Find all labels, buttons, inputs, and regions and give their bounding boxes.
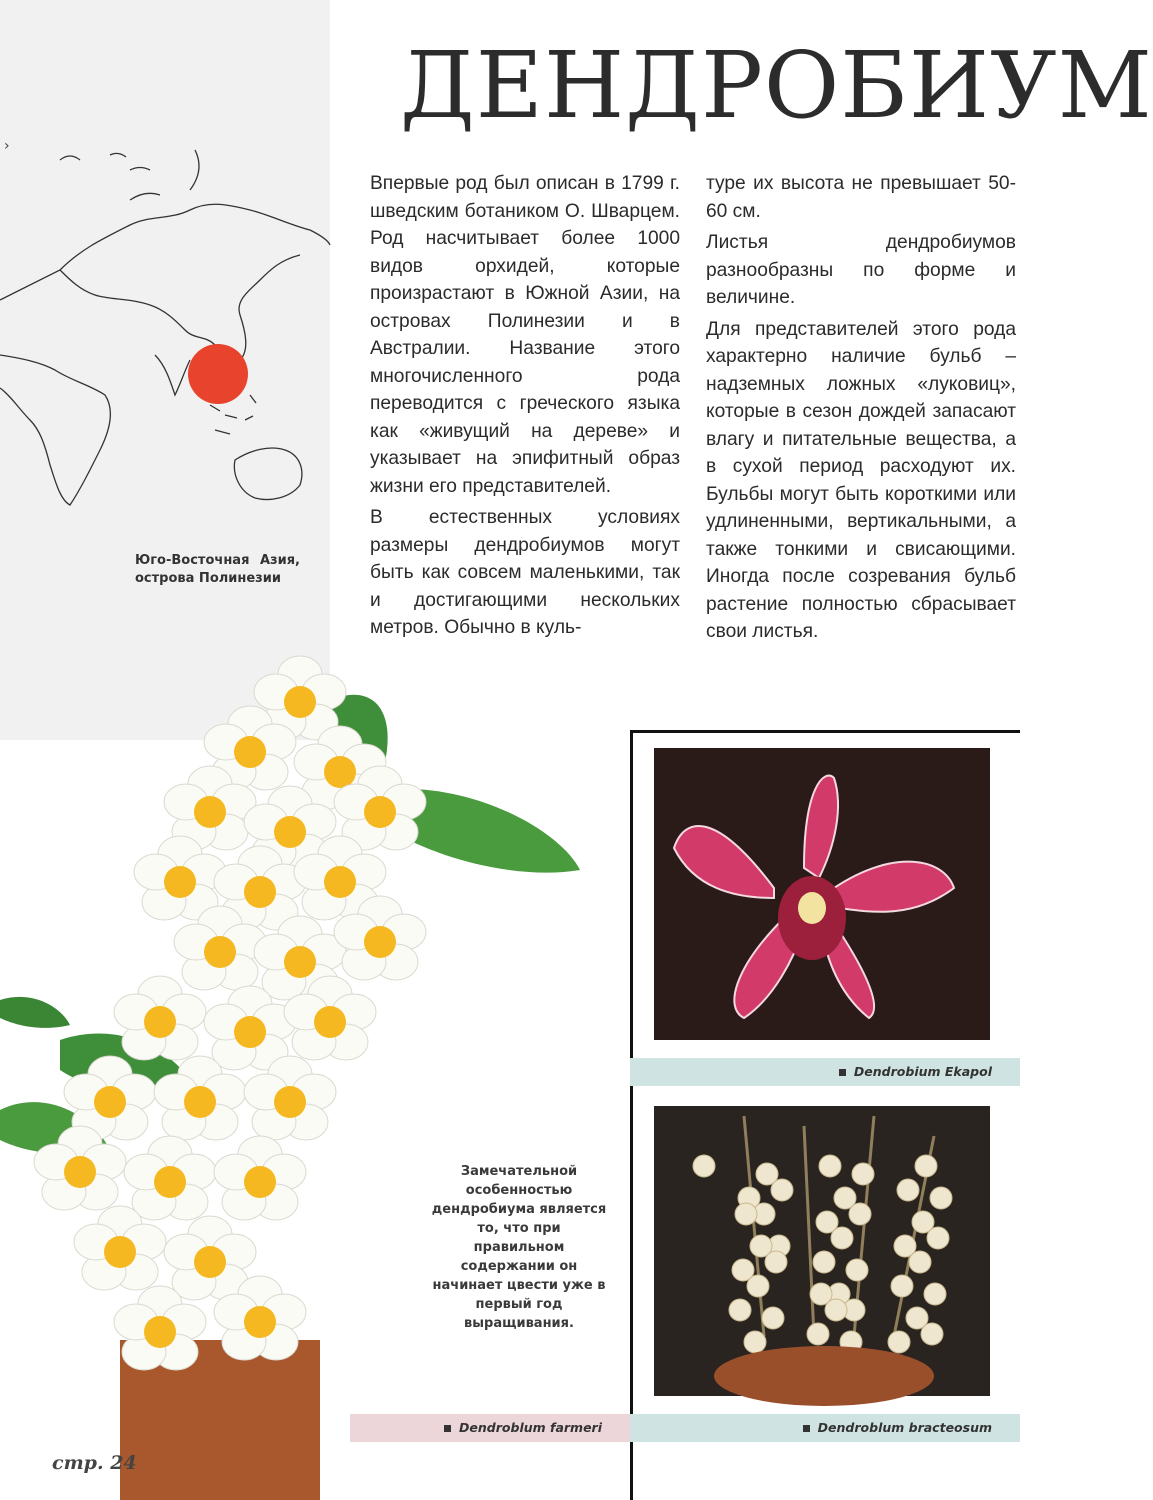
caption-text: Dendroblum bracteosum — [817, 1420, 992, 1435]
bullet-icon — [839, 1069, 846, 1076]
bracteosum-flower — [930, 1187, 952, 1209]
bracteosum-flower — [735, 1203, 757, 1225]
caption-farmeri — [350, 1414, 630, 1442]
bracteosum-flower — [825, 1299, 847, 1321]
orchid-flowers — [34, 656, 426, 1370]
margin-mark: › — [4, 138, 10, 154]
bracteosum-flower — [846, 1259, 868, 1281]
map-coast-asia — [60, 255, 300, 361]
map-caption: Юго-Восточная Азия, острова Полинезии — [135, 553, 300, 586]
bracteosum-flower — [747, 1275, 769, 1297]
map-coast-india — [155, 355, 190, 395]
bullet-icon — [444, 1425, 451, 1432]
photo-dendrobium-ekapol — [654, 748, 990, 1040]
bracteosum-flower — [831, 1227, 853, 1249]
caption-ekapol — [630, 1058, 1020, 1086]
bracteosum-flower — [888, 1331, 910, 1353]
bracteosum-flower — [819, 1155, 841, 1177]
article-column-2 — [706, 170, 1016, 650]
article-paragraph: Впервые род был описан в 1799 г. шведским ботаником О. Шварцем. Род насчитывает более 1000 видов орхидей, которые произрастают в Южной Азии, на островах Полинезии и в Австралии. Название этого многочисленного рода переводится с греческого языка как «живущий на дереве» и указывает на эпифитный образ жизни его представителей. — [370, 173, 680, 497]
orchid-flower — [124, 1136, 216, 1220]
bullet-icon — [803, 1425, 810, 1432]
article-column-1 — [370, 170, 680, 646]
pink-orchid-image — [654, 748, 990, 1040]
map-coast-europe — [0, 204, 330, 300]
article-paragraph: туре их высота не превышает 50-60 см. — [706, 173, 1016, 222]
article-paragraph: В естественных условиях размеры дендробиумов могут быть как совсем маленькими, так и достигающими нескольких метров. Обычно в куль- — [370, 507, 680, 638]
bracteosum-flower — [762, 1307, 784, 1329]
map-coast-africa — [0, 355, 110, 505]
bracteosum-flower — [924, 1283, 946, 1305]
map-coast-australia — [234, 448, 301, 499]
bracteosum-flower — [765, 1251, 787, 1273]
bracteosum-flower — [693, 1155, 715, 1177]
bracteosum-flower — [729, 1299, 751, 1321]
bracteosum-flower — [813, 1251, 835, 1273]
bracteosum-flower — [915, 1155, 937, 1177]
bracteosum-flower — [891, 1275, 913, 1297]
article-paragraph: Для представителей этого рода характерно наличие бульб – надземных ложных «луковиц», которые в сезон дождей запасают влагу и питательные вещества, а в сухой период расходуют их. Бульбы могут быть короткими или удлиненными, вертикальными, а также тонкими и свисающими. Иногда после созревания бульб растение полностью сбрасывает свои листья. — [706, 318, 1016, 642]
bracteosum-flower — [807, 1323, 829, 1345]
bracteosum-flower — [771, 1179, 793, 1201]
page-number: стр. 24 — [52, 1452, 137, 1474]
page-title: ДЕНДРОБИУМ — [400, 32, 1153, 139]
orchid-flower — [114, 976, 206, 1060]
bracteosum-flower — [909, 1251, 931, 1273]
cream-orchid-image — [654, 1106, 990, 1396]
bracteosum-flower — [927, 1227, 949, 1249]
caption-text: Dendroblum farmeri — [459, 1420, 602, 1435]
orchid-flower — [214, 1136, 306, 1220]
caption-bracteosum — [630, 1414, 1020, 1442]
orchid-illustration — [0, 640, 640, 1500]
article-paragraph: Листья дендробиумов разнообразны по форме и величине. — [706, 232, 1016, 308]
caption-text: Dendrobium Ekapol — [853, 1064, 992, 1079]
region-highlight — [188, 344, 248, 404]
bracteosum-flower — [744, 1331, 766, 1353]
bracteosum-flower — [921, 1323, 943, 1345]
side-note: Замечательной особенностью дендробиума является то, что при правильном содержании он начинает цвести уже в первый год выращивания. — [431, 1164, 607, 1331]
photo-dendrobium-bracteosum — [654, 1106, 990, 1396]
world-map — [0, 130, 330, 530]
map-arctic — [60, 150, 199, 200]
bracteosum-flower — [852, 1163, 874, 1185]
bracteosum-flower — [897, 1179, 919, 1201]
bracteosum-flower — [849, 1203, 871, 1225]
